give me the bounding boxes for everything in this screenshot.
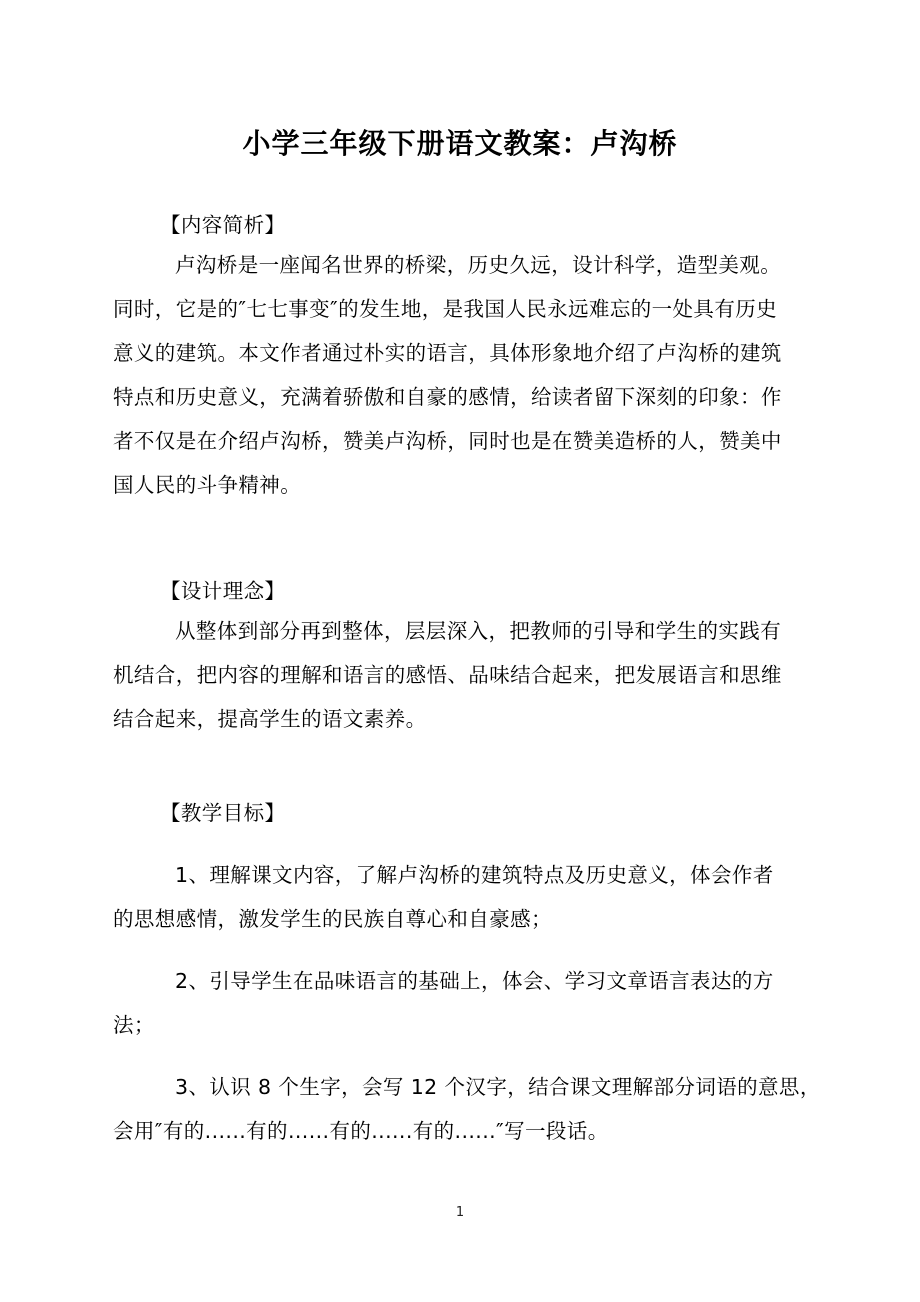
goal-item [113,1065,821,1153]
paragraph-line: 国人民的斗争精神。 [113,473,302,497]
section-design-concept [113,569,813,741]
paragraph-line: 会用″有的......有的......有的......有的......″写一段话。 [113,1119,609,1143]
section-heading: 【内容简析】 [160,213,286,237]
paragraph-line: 3、认识 8 个生字，会写 12 个汉字，结合课文理解部分词语的意思， [175,1075,821,1099]
paragraph-line: 卢沟桥是一座闻名世界的桥梁，历史久远，设计科学，造型美观。 [175,253,782,277]
goal-item [113,959,813,1047]
section-heading: 【设计理念】 [160,579,286,603]
section-teaching-goals [113,791,821,1153]
paragraph-line: 机结合，把内容的理解和语言的感悟、品味结合起来，把发展语言和思维 [113,663,782,687]
paragraph-line: 2、引导学生在品味语言的基础上，体会、学习文章语言表达的方 [175,969,774,993]
section-content-analysis [113,203,813,507]
paragraph-line: 意义的建筑。本文作者通过朴实的语言，具体形象地介绍了卢沟桥的建筑 [113,341,782,365]
page-number: 1 [455,1205,465,1220]
goal-item [113,853,813,941]
paragraph-line: 结合起来，提高学生的语文素养。 [113,707,427,731]
paragraph-line: 从整体到部分再到整体，层层深入，把教师的引导和学生的实践有 [175,619,782,643]
paragraph-line: 者不仅是在介绍卢沟桥，赞美卢沟桥，同时也是在赞美造桥的人，赞美中 [113,429,782,453]
section-heading: 【教学目标】 [160,801,286,825]
paragraph-line: 的思想感情，激发学生的民族自尊心和自豪感； [113,907,552,931]
paragraph-line: 法； [113,1013,155,1037]
document-title: 小学三年级下册语文教案：卢沟桥 [242,127,678,160]
paragraph-line: 1、理解课文内容，了解卢沟桥的建筑特点及历史意义，体会作者 [175,863,774,887]
paragraph-line: 特点和历史意义，充满着骄傲和自豪的感情，给读者留下深刻的印象：作 [113,385,782,409]
paragraph-line: 同时，它是的″七七事变″的发生地，是我国人民永远难忘的一处具有历史 [113,297,778,321]
